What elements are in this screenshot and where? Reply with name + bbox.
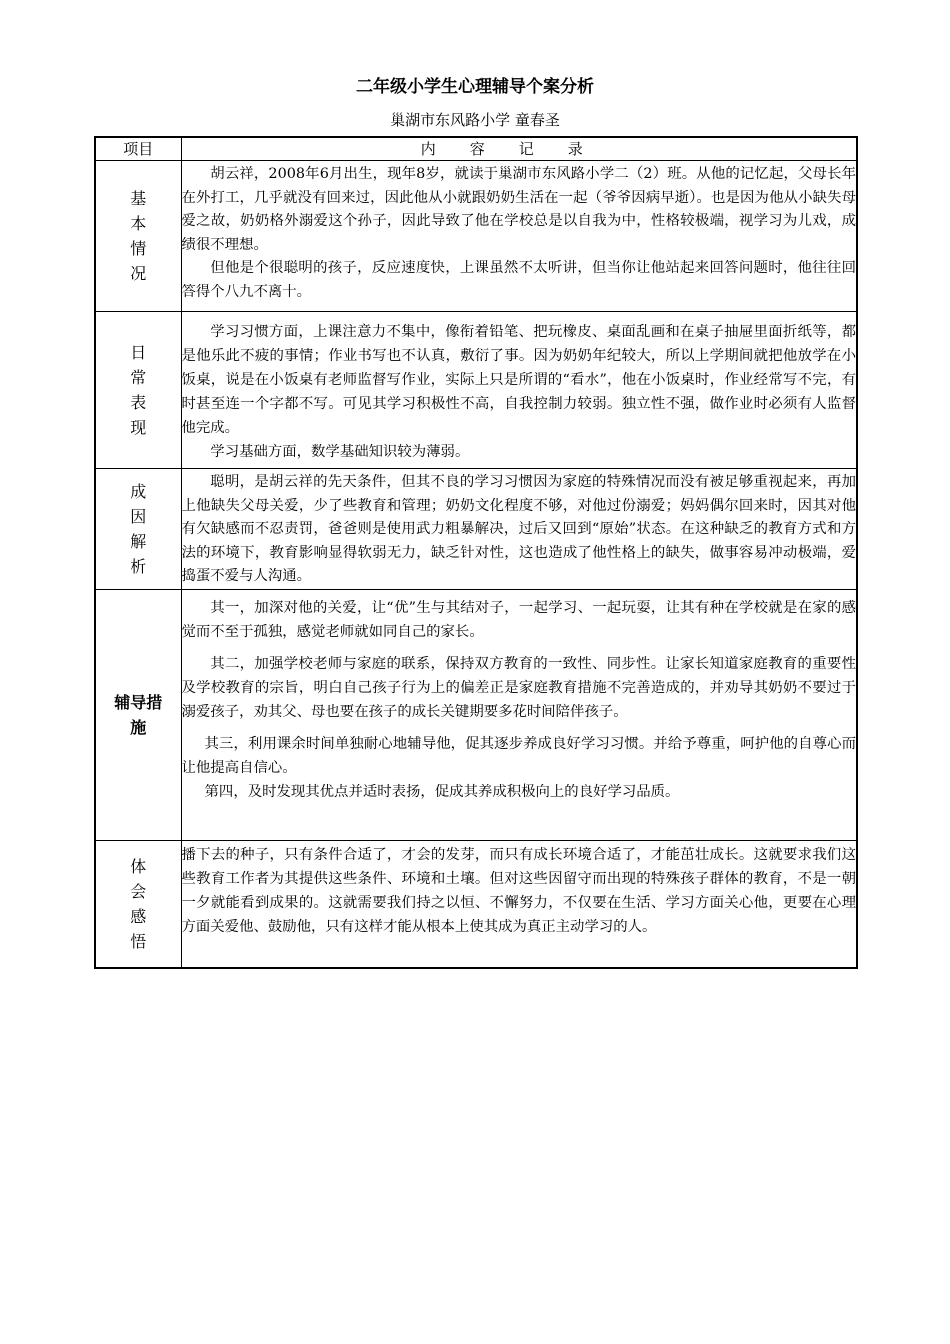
author-line: 巢湖市东风路小学 童春圣 xyxy=(390,111,560,129)
row-cause-analysis xyxy=(95,469,857,590)
row-reflections xyxy=(95,841,857,969)
paragraph: 播下去的种子，只有条件合适了，才会的发芽，而只有成长环境合适了，才能茁壮成长。这就要求我们这些教育工作者为其提供这些条件、环境和土壤。但对这些因留守而出现的特殊孩子群体的教育，不是一朝一夕就能看到成果的。这就需要我们持之以恒、不懈努力，不仅要在生活、学习方面关心他，更要在心理方面关爱他、鼓励他，只有这样才能从根本上使其成为真正主动学习的人。 xyxy=(181,847,856,935)
label-char: 日 xyxy=(130,343,147,362)
row-content xyxy=(181,161,857,312)
label-char: 因 xyxy=(130,507,147,526)
row-label xyxy=(95,161,181,312)
label-char: 体 xyxy=(130,857,147,876)
label-char: 悟 xyxy=(130,932,147,951)
paragraph: 其一，加深对他的关爱，让“优”生与其结对子，一起学习、一起玩耍，让其有种在学校就是在家的感觉而不至于孤独，感觉老师就如同自己的家长。 xyxy=(181,600,856,640)
label-char: 基 xyxy=(130,189,147,208)
row-daily-behavior xyxy=(95,312,857,469)
label-char: 析 xyxy=(130,557,147,576)
header-content-label: 内容记录 xyxy=(181,137,857,161)
paragraph: 第四，及时发现其优点并适时表扬，促成其养成积极向上的良好学习品质。 xyxy=(204,784,680,800)
label-char: 情 xyxy=(130,239,147,258)
label-char: 常 xyxy=(130,368,147,387)
label-char: 成 xyxy=(130,482,147,501)
label-char: 辅导措 xyxy=(114,693,163,712)
row-content xyxy=(181,590,857,841)
case-record-table xyxy=(94,136,858,969)
row-label xyxy=(95,841,181,969)
label-char: 解 xyxy=(130,532,147,551)
row-counseling-measures xyxy=(95,590,857,841)
label-char: 感 xyxy=(130,907,147,926)
row-content xyxy=(181,469,857,590)
paragraph: 学习习惯方面，上课注意力不集中，像衔着铅笔、把玩橡皮、桌面乱画和在桌子抽屉里面折纸等，都是他乐此不疲的事情；作业书写也不认真，敷衍了事。因为奶奶年纪较大，所以上学期间就把他放学在小饭桌，说是在小饭桌有老师监督写作业，实际上只是所谓的“看水”，他在小饭桌时，作业经常写不完，有时甚至连一个字都不写。可见其学习积极性不高，自我控制力较弱。独立性不强，做作业时必须有人监督他完成。 xyxy=(181,324,856,436)
label-char: 表 xyxy=(130,393,147,412)
row-basic-info xyxy=(95,161,857,312)
row-content xyxy=(181,312,857,469)
paragraph: 其三，利用课余时间单独耐心地辅导他，促其逐步养成良好学习习惯。并给予尊重，呵护他的自尊心而让他提高自信心。 xyxy=(181,736,856,776)
paragraph: 但他是个很聪明的孩子，反应速度快，上课虽然不太听讲，但当你让他站起来回答问题时，他往往回答得个八九不离十。 xyxy=(181,260,856,300)
paragraph: 学习基础方面，数学基础知识较为薄弱。 xyxy=(210,444,470,460)
table-header-row xyxy=(95,137,857,161)
document-title: 二年级小学生心理辅导个案分析 xyxy=(356,77,594,97)
row-label xyxy=(95,312,181,469)
row-content xyxy=(181,841,857,969)
label-char: 施 xyxy=(130,718,147,737)
row-label xyxy=(95,469,181,590)
paragraph: 聪明，是胡云祥的先天条件，但其不良的学习习惯因为家庭的特殊情况而没有被足够重视起来，再加上他缺失父母关爱，少了些教育和管理；奶奶文化程度不够，对他过份溺爱；妈妈偶尔回来时，因其对他有欠缺感而不忍责罚，爸爸则是使用武力粗暴解决，过后又回到“原始”状态。在这种缺乏的教育方式和方法的环境下，教育影响显得软弱无力，缺乏针对性，这也造成了他性格上的缺失，做事容易冲动极端，爱捣蛋不爱与人沟通。 xyxy=(181,474,856,584)
label-char: 况 xyxy=(130,264,147,283)
label-char: 现 xyxy=(130,418,147,437)
paragraph: 胡云祥，2008年6月出生，现年8岁，就读于巢湖市东风路小学二（2）班。从他的记忆起，父母长年在外打工，几乎就没有回来过，因此他从小就跟奶奶生活在一起（爷爷因病早逝）。也是因为他从小缺失母爱之故，奶奶格外溺爱这个孙子，因此导致了他在学校总是以自我为中，性格较极端，视学习为儿戏，成绩很不理想。 xyxy=(181,166,856,253)
paragraph: 其二，加强学校老师与家庭的联系，保持双方教育的一致性、同步性。让家长知道家庭教育的重要性及学校教育的宗旨，明白自己孩子行为上的偏差正是家庭教育措施不完善造成的，并劝导其奶奶不要过于溺爱孩子，劝其父、母也要在孩子的成长关键期要多花时间陪伴孩子。 xyxy=(181,656,856,720)
label-char: 本 xyxy=(130,214,147,233)
label-char: 会 xyxy=(130,882,147,901)
row-label xyxy=(95,590,181,841)
header-item-label: 项目 xyxy=(95,137,181,161)
